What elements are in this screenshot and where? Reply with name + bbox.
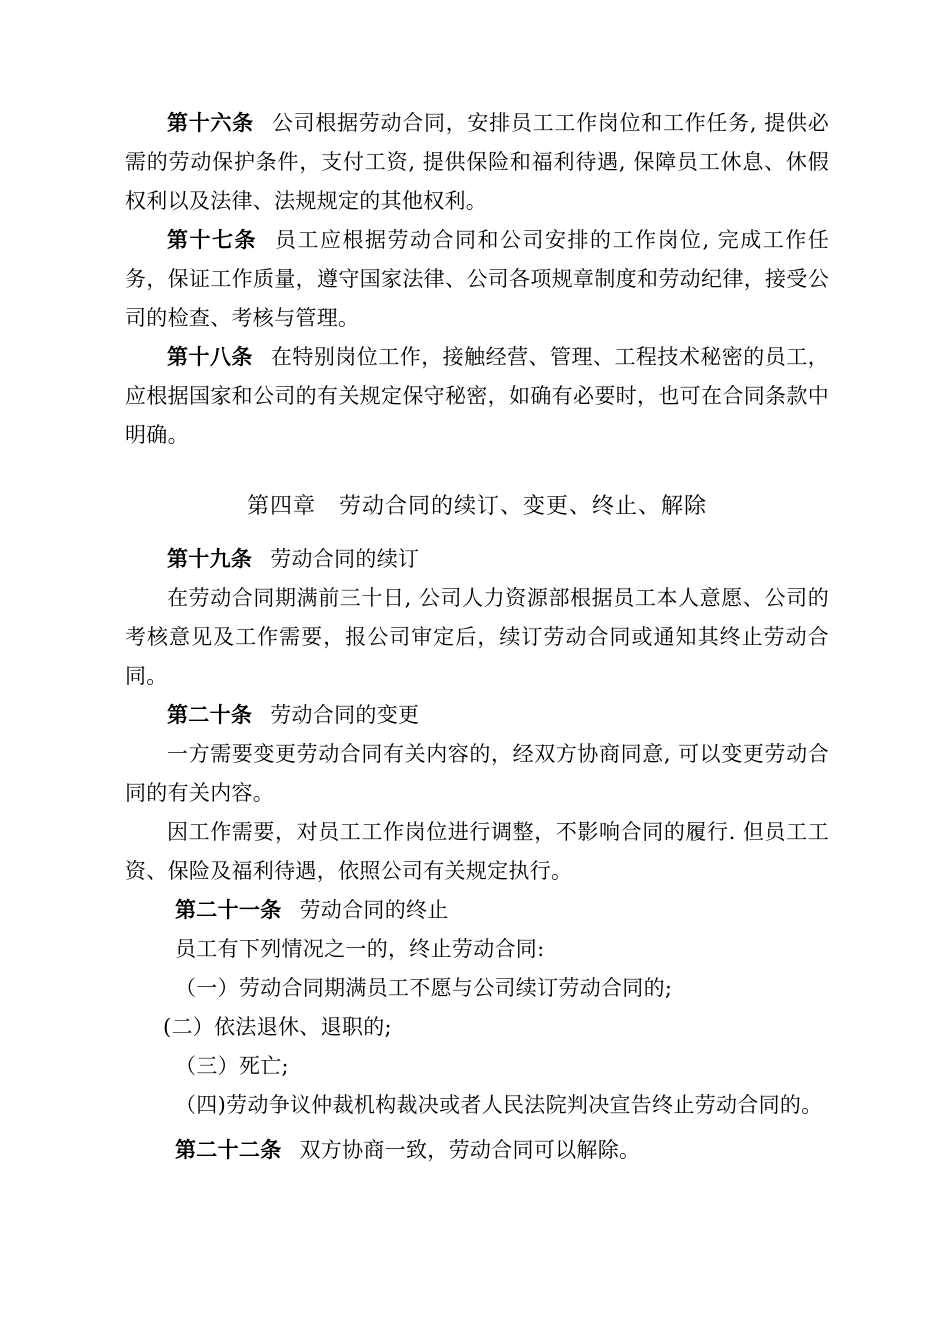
article-16-label: 第十六条 [167, 111, 254, 135]
article-21-item-4: （四)劳动争议仲裁机构裁决或者人民法院判决宣告终止劳动合同的。 [175, 1093, 823, 1117]
article-16 [125, 104, 829, 221]
article-18 [125, 338, 829, 455]
article-19-body: 在劳动合同期满前三十日, 公司人力资源部根据员工本人意愿、公司的考核意见及工作需要，报公司审定后，续订劳动合同或通知其终止劳动合同。 [125, 586, 829, 688]
article-22 [125, 1131, 829, 1170]
article-19-heading [125, 540, 829, 579]
article-21-heading [125, 891, 829, 930]
article-21-intro: 员工有下列情况之一的，终止劳动合同: [175, 937, 545, 961]
article-20-label: 第二十条 [167, 703, 253, 727]
article-22-label: 第二十二条 [175, 1138, 282, 1162]
article-17-text: 员工应根据劳动合同和公司安排的工作岗位, 完成工作任务，保证工作质量，遵守国家法律、公司各项规章制度和劳动纪律，接受公司的检查、考核与管理。 [125, 228, 829, 330]
article-22-text: 双方协商一致，劳动合同可以解除。 [299, 1138, 641, 1162]
article-21-item-3: （三）死亡; [175, 1054, 289, 1078]
article-21-item-1: （一）劳动合同期满员工不愿与公司续订劳动合同的; [175, 976, 673, 1000]
article-20-body-2: 因工作需要，对员工工作岗位进行调整，不影响合同的履行. 但员工工资、保险及福利待遇，依照公司有关规定执行。 [125, 820, 829, 883]
article-20-heading [125, 696, 829, 735]
article-18-label: 第十八条 [167, 345, 253, 369]
article-21-label: 第二十一条 [175, 898, 282, 922]
article-21-title: 劳动合同的终止 [299, 898, 449, 922]
article-19-title: 劳动合同的续订 [270, 547, 420, 571]
article-17-label: 第十七条 [167, 228, 258, 252]
article-17 [125, 221, 829, 338]
article-19-label: 第十九条 [167, 547, 253, 571]
document-page [125, 104, 829, 1170]
article-18-text: 在特别岗位工作，接触经营、管理、工程技术秘密的员工，应根据国家和公司的有关规定保守秘密，如确有必要时，也可在合同条款中明确。 [125, 345, 829, 447]
article-20-title: 劳动合同的变更 [270, 703, 420, 727]
article-20-body-1: 一方需要变更劳动合同有关内容的，经双方协商同意, 可以变更劳动合同的有关内容。 [125, 742, 829, 805]
article-16-text: 公司根据劳动合同，安排员工工作岗位和工作任务, 提供必需的劳动保护条件，支付工资, 提供保险和福利待遇, 保障员工休息、休假权利以及法律、法规规定的其他权利。 [125, 111, 829, 213]
chapter-title: 第四章 劳动合同的续订、变更、终止、解除 [246, 494, 707, 519]
article-21-item-2: (二）依法退休、退职的; [163, 1015, 392, 1039]
